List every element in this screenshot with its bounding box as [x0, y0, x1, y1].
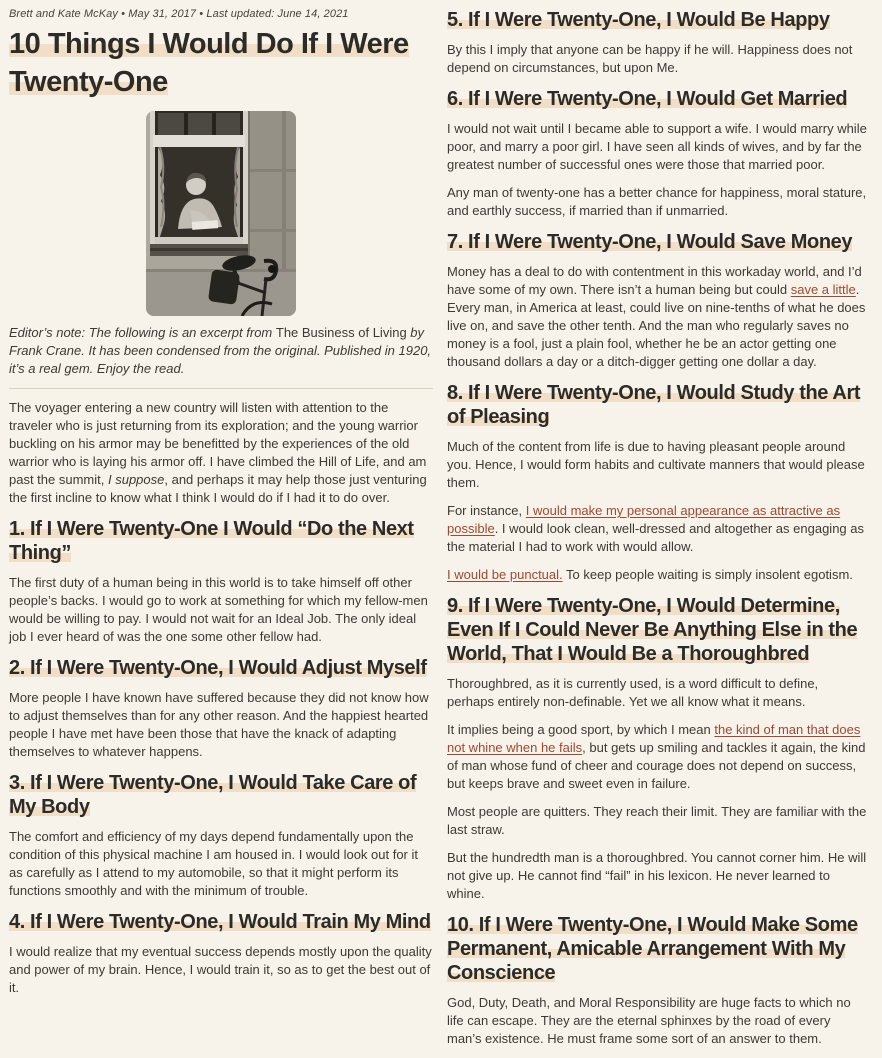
section-heading [9, 771, 433, 819]
section-heading-text: 4. If I Were Twenty-One, I Would Train My Mind [9, 911, 431, 933]
text-segment: Any man of twenty-one has a better chance for happiness, moral stature, and earthly success, if married than if unmarried. [447, 185, 867, 218]
section-heading [447, 87, 868, 111]
section-paragraph [9, 828, 433, 900]
text-segment: For instance, [447, 503, 526, 518]
section-heading [9, 517, 433, 565]
text-segment: By this I imply that anyone can be happy if he will. Happiness does not depend on circumstances, but upon Me. [447, 42, 853, 75]
inline-link[interactable]: the kind of man that does not whine when he fails [447, 722, 861, 755]
text-segment: The voyager entering a new country will listen with attention to the traveler who is just returning from its exploration; and the young warrior buckling on his armor may be benefitted by the experiences of the old warrior who is laying his armor off. I have climbed the Hill of Life, and am past the summit, [9, 400, 427, 487]
text-segment: To keep people waiting is simply insolent egotism. [562, 567, 853, 582]
text-segment: . Every man, in America at least, could live on nine-tenths of what he does live on, and save the other tenth. And the man who regularly saves no money is a fool, just a plain fool, whether he be an actor getting one thousand dollars a day or a ditch-digger getting one dollar a day. [447, 282, 866, 369]
text-segment: I would not wait until I became able to support a wife. I would marry while poor, and marry a poor girl. I have seen all kinds of wives, and by far the greatest number of successful ones were those that married poor. [447, 121, 867, 172]
text-segment: I suppose [107, 472, 165, 487]
text-segment: The comfort and efficiency of my days depend fundamentally upon the condition of this physical machine I am housed in. I would look out for it as carefully as I attend to my automobile, so that it might perform its functions smoothly and with the minimum of trouble. [9, 829, 418, 898]
section-paragraph [447, 803, 868, 839]
section-paragraph [447, 721, 868, 793]
text-segment: God, Duty, Death, and Moral Responsibility are huge facts to which no life can escape. They are the eternal sphinxes by the road of every man’s existence. He must frame some sort of an answer to them. [447, 995, 851, 1046]
text-segment: I would realize that my eventual success depends mostly upon the quality and power of my brain. Hence, I would train it, so as to get the best out of it. [9, 944, 432, 995]
inline-link[interactable]: I would make my personal appearance as attractive as possible [447, 503, 841, 536]
section-heading-text: 9. If I Were Twenty-One, I Would Determine, Even If I Could Never Be Anything Else in the World, That I Would Be a Thoroughbred [447, 595, 858, 665]
text-segment: . I would look clean, well-dressed and altogether as engaging as the material I had to work with would allow. [447, 521, 864, 554]
section-heading [447, 230, 868, 254]
section-paragraph [447, 502, 868, 556]
section-paragraph [447, 994, 868, 1048]
text-segment: Thoroughbred, as it is currently used, is a word difficult to define, perhaps entirely non-definable. Yet we all know what it means. [447, 676, 819, 709]
section-heading-text: 3. If I Were Twenty-One, I Would Take Care of My Body [9, 772, 417, 818]
page-title: 10 Things I Would Do If I Were Twenty-One [9, 28, 409, 98]
text-segment: by Frank Crane. It has been condensed from the original. Published in 1920, it’s a real gem. Enjoy the read. [9, 325, 432, 376]
left-sections [9, 517, 433, 997]
section-heading-text: 2. If I Were Twenty-One, I Would Adjust Myself [9, 657, 427, 679]
man-writing-at-window-illustration [146, 111, 296, 316]
section-heading [9, 910, 433, 934]
section-heading [447, 8, 868, 32]
section-paragraph [9, 574, 433, 646]
section-heading [9, 656, 433, 680]
section-heading-text: 1. If I Were Twenty-One I Would “Do the Next Thing” [9, 518, 414, 564]
section-paragraph [447, 849, 868, 903]
divider [9, 388, 433, 389]
section-paragraph [447, 41, 868, 77]
intro-paragraph [9, 399, 433, 507]
text-segment: Most people are quitters. They reach their limit. They are familiar with the last straw. [447, 804, 867, 837]
section-heading-text: 5. If I Were Twenty-One, I Would Be Happy [447, 9, 830, 31]
section-heading [447, 913, 868, 985]
right-column [447, 8, 868, 1058]
section-heading-text: 8. If I Were Twenty-One, I Would Study the Art of Pleasing [447, 382, 861, 428]
section-paragraph [447, 184, 868, 220]
section-paragraph [9, 943, 433, 997]
text-segment: Much of the content from life is due to having pleasant people around you. Hence, I would form habits and cultivate manners that would please them. [447, 439, 865, 490]
text-segment: The Business of Living [275, 325, 407, 340]
inline-link[interactable]: I would be punctual. [447, 567, 563, 582]
section-paragraph [9, 689, 433, 761]
text-segment: But the hundredth man is a thoroughbred. You cannot corner him. He will not give up. He cannot find “fail” in his lexicon. He never learned to whine. [447, 850, 867, 901]
text-segment: More people I have known have suffered because they did not know how to adjust themselves than for any other reason. And the happiest hearted people I have met have been those that have the knack of adapting themselves to whatever happens. [9, 690, 429, 759]
section-paragraph [447, 120, 868, 174]
section-paragraph [447, 566, 868, 584]
text-segment: , but gets up smiling and tackles it again, the kind of man whose fund of cheer and courage does not depend on success, but keeps brave and sweet even in failure. [447, 740, 866, 791]
section-heading [447, 381, 868, 429]
editors-note [9, 324, 433, 378]
section-paragraph [447, 263, 868, 371]
section-heading-text: 6. If I Were Twenty-One, I Would Get Married [447, 88, 848, 110]
text-segment: Money has a deal to do with contentment in this workaday world, and I’d have some of my own. There isn’t a human being but could [447, 264, 862, 297]
text-segment: It implies being a good sport, by which I mean [447, 722, 715, 737]
section-paragraph [447, 675, 868, 711]
left-column [9, 8, 433, 1058]
text-segment: Editor’s note: The following is an excerpt from [9, 325, 276, 340]
right-sections [447, 8, 868, 1048]
section-paragraph [447, 438, 868, 492]
inline-link[interactable]: save a little [790, 282, 856, 297]
section-heading-text: 7. If I Were Twenty-One, I Would Save Money [447, 231, 853, 253]
section-heading-text: 10. If I Were Twenty-One, I Would Make Some Permanent, Amicable Arrangement With My Conscience [447, 914, 858, 984]
article-photo [146, 111, 296, 316]
byline: Brett and Kate McKay • May 31, 2017 • Last updated: June 14, 2021 [9, 8, 349, 20]
section-heading [447, 594, 868, 666]
text-segment: The first duty of a human being in this world is to take himself off other people’s backs. I would go to work at something for which my fellow-men would be willing to pay. I would not wait for an Ideal Job. The only ideal job I ever heard of was the one some other fellow had. [9, 575, 428, 644]
text-segment: , and perhaps it may help those just venturing the first incline to know what I think I would do if I had it to do over. [9, 472, 427, 505]
